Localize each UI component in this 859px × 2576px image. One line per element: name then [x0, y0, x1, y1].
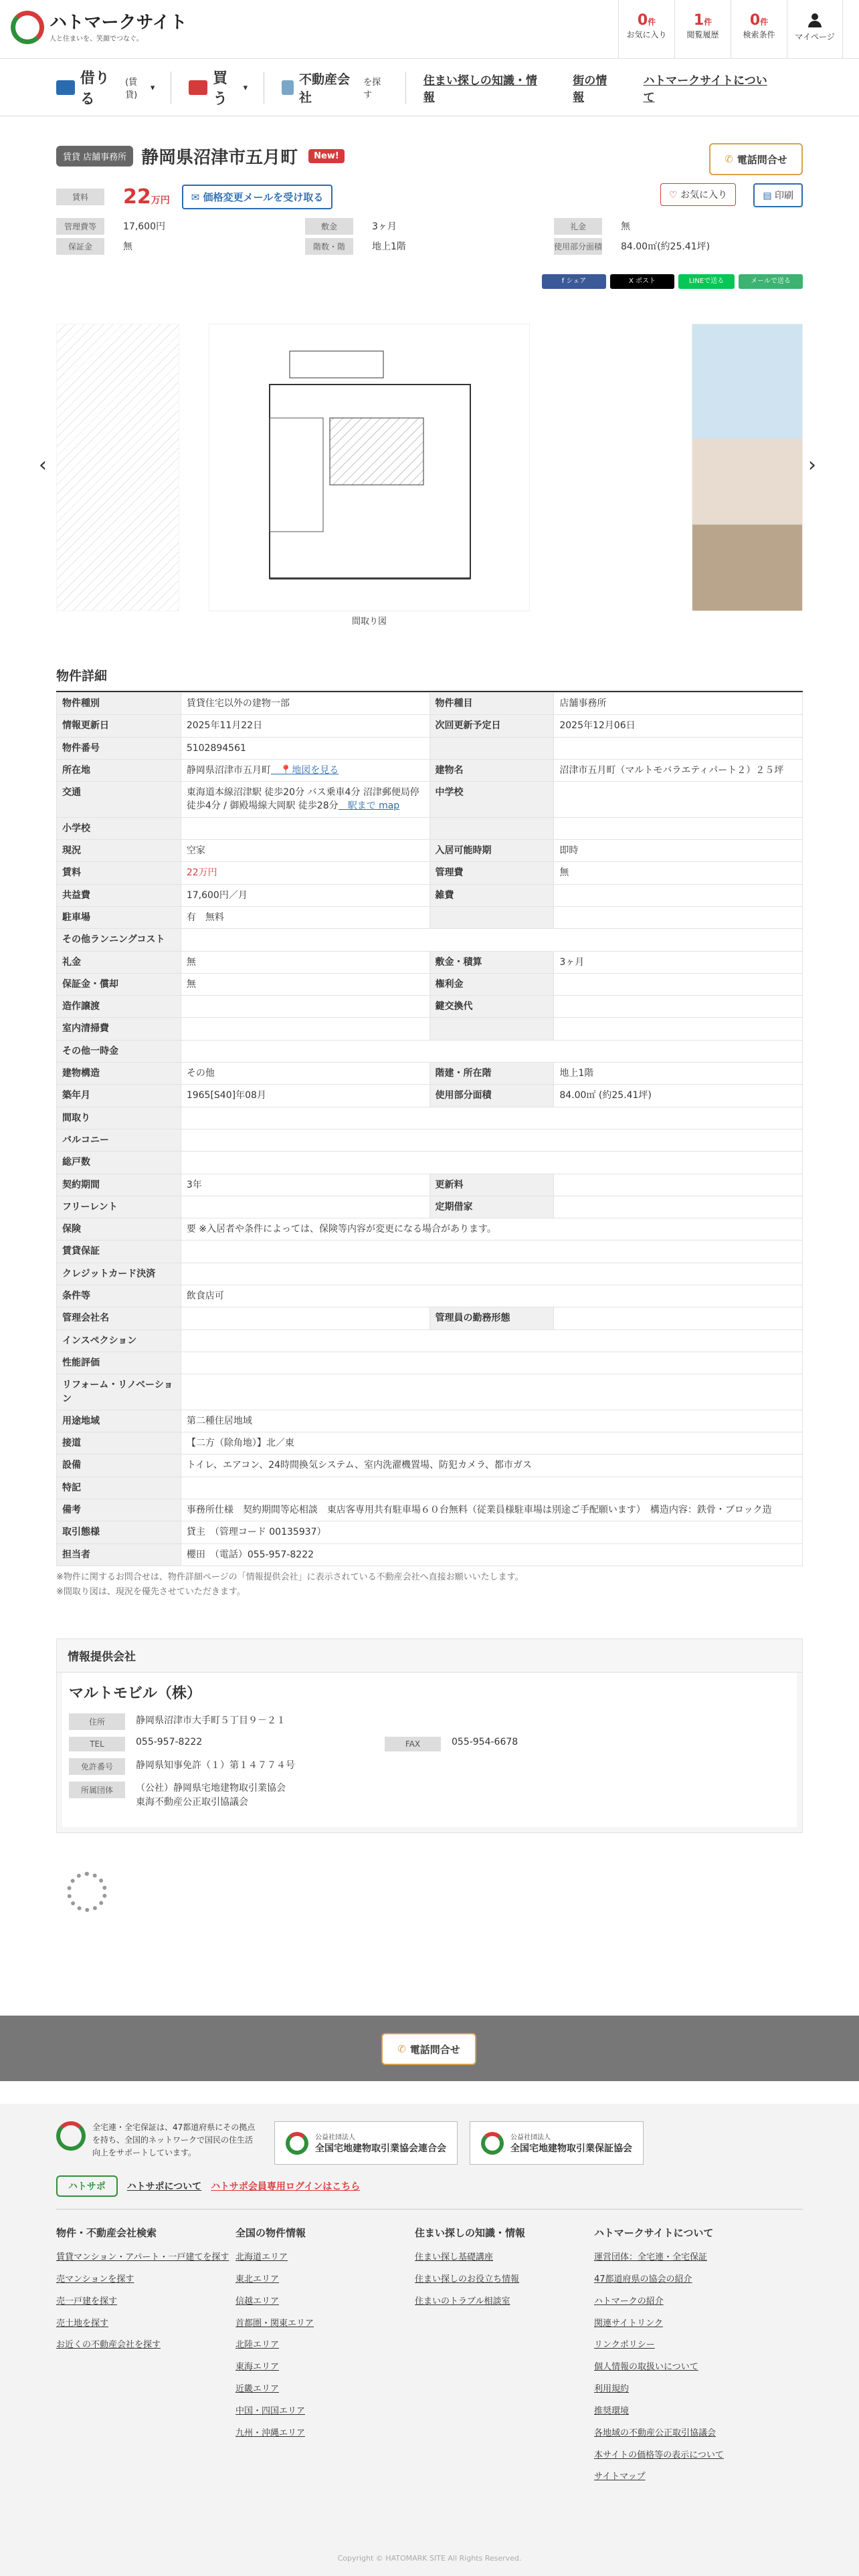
gallery-caption: 間取り図: [351, 617, 387, 627]
org2-banner[interactable]: 公益社団法人 全国宅地建物取引業保証協会: [470, 2121, 644, 2165]
details-value: 要 ※入居者や条件によっては、保険等内容が変更になる場合があります。: [181, 1218, 802, 1241]
gallery-prev-arrow[interactable]: ‹: [39, 453, 47, 477]
details-value: [181, 1196, 430, 1218]
details-value: [554, 1018, 803, 1040]
details-row: [57, 1352, 803, 1374]
new-badge: New!: [308, 149, 345, 163]
details-label: 現況: [57, 840, 181, 862]
details-row: [57, 1432, 803, 1455]
details-label: [430, 906, 554, 928]
nav-buy[interactable]: 買う ▾: [189, 72, 264, 104]
details-value: [554, 737, 803, 759]
details-label: 担当者: [57, 1543, 181, 1566]
details-value: 飲食店可: [181, 1285, 802, 1307]
details-value: [181, 1107, 802, 1129]
gallery-next-slide[interactable]: [692, 324, 803, 611]
hatosapo-logo: ハトサポ: [56, 2175, 118, 2197]
details-value: トイレ、エアコン、24時間換気システム、室内洗濯機置場、防犯カメラ、都市ガス: [181, 1455, 802, 1477]
details-label: 備考: [57, 1499, 181, 1521]
details-value: [554, 782, 803, 818]
details-row: [57, 1374, 803, 1410]
hatosapo-login-link[interactable]: ハトサポ会員専用ログインはこちら: [211, 2181, 361, 2192]
details-label: 使用部分面積: [430, 1085, 554, 1107]
print-button[interactable]: ▤ 印刷: [753, 183, 803, 207]
details-label: 物件種別: [57, 693, 181, 715]
details-value: [181, 929, 802, 951]
details-row: [57, 1196, 803, 1218]
footer-link[interactable]: 売土地を探す: [56, 2318, 109, 2329]
phone-icon: ✆: [725, 153, 733, 165]
footer-link[interactable]: 賃貸マンション・アパート・一戸建てを探す: [56, 2252, 229, 2262]
details-value: 無: [181, 951, 430, 973]
details-row: [57, 715, 803, 737]
details-value: [181, 996, 430, 1018]
details-value: 第二種住居地域: [181, 1410, 802, 1432]
details-row: [57, 929, 803, 951]
site-header: [0, 0, 859, 59]
details-value: 1965[S40]年08月: [181, 1085, 430, 1107]
details-row: [57, 840, 803, 862]
details-row: [57, 996, 803, 1018]
details-label: 定期借家: [430, 1196, 554, 1218]
mail-icon: ✉: [191, 191, 203, 203]
details-label: 間取り: [57, 1107, 181, 1129]
details-value: [181, 1241, 802, 1263]
footer-link[interactable]: 中国・四国エリア: [235, 2405, 306, 2416]
details-value: [181, 1040, 802, 1062]
details-label: 所在地: [57, 759, 181, 781]
phone-inquiry-button[interactable]: ✆ 電話問合せ: [709, 143, 803, 175]
details-value: 賃貸住宅以外の建物一部: [181, 693, 430, 715]
details-label: 性能評価: [57, 1352, 181, 1374]
footer-columns: [56, 2226, 803, 2493]
company-license: 静岡県知事免許（１）第１４７７４号: [136, 1760, 295, 1772]
footer-column: [56, 2226, 235, 2493]
details-row: [57, 1307, 803, 1329]
details-label: 賃貸保証: [57, 1241, 181, 1263]
details-label: 契約期間: [57, 1174, 181, 1196]
footer-link[interactable]: 住まい探し基礎講座: [415, 2252, 494, 2262]
details-row: [57, 973, 803, 995]
details-value: 無: [554, 862, 803, 884]
details-row: [57, 1477, 803, 1499]
details-row: [57, 1218, 803, 1241]
details-label: 建物名: [430, 759, 554, 781]
footer-column: [235, 2226, 415, 2493]
footer-link[interactable]: 売一戸建を探す: [56, 2296, 118, 2306]
details-value: [181, 1477, 802, 1499]
footer-link[interactable]: 個人情報の取扱いについて: [594, 2362, 698, 2373]
printer-icon: ▤: [763, 191, 775, 201]
hatomark-logo-icon: [11, 11, 44, 44]
site-logo[interactable]: [11, 11, 187, 44]
details-row: [57, 1152, 803, 1174]
details-value: 沼津市五月町（マルトモバラエティパート２）２５坪: [554, 759, 803, 781]
details-value: 2025年12月06日: [554, 715, 803, 737]
footer-column-title: ハトマークサイトについて: [594, 2227, 714, 2239]
details-label: 管理会社名: [57, 1307, 181, 1329]
home-icon: [56, 80, 75, 95]
phone-icon: ✆: [397, 2043, 406, 2055]
company-box: 情報提供会社 マルトモビル（株） 住所 静岡県沼津市大手町５丁目９－２１ TEL 055-957-8222 FAX 055-954-6678 免許番号 静岡県知事免許（１）第１４７７４号 所属団体 （公社）静岡県宅地建物取引業協会 東海不動産公正取引協議会: [56, 1638, 803, 1833]
footer-about: 全宅連・全宅保証は、47都道府県にその拠点を持ち、全国的ネットワークで国民の住生活向上をサポートしています。: [92, 2123, 256, 2158]
details-value: [181, 1352, 802, 1374]
details-value: [181, 1152, 802, 1174]
history-link[interactable]: 1件 閲覧履歴: [674, 0, 731, 59]
footer-link[interactable]: 47都道府県の協会の紹介: [594, 2274, 692, 2284]
details-row: [57, 1063, 803, 1085]
inquiry-note: ※物件に関するお問合せは、物件詳細ページの「情報提供会社」に表示されている不動産会社へ直接お願いいたします。 ※間取り図は、現況を優先させていただきます。: [56, 1572, 524, 1597]
company-address: 静岡県沼津市大手町５丁目９－２１: [136, 1715, 286, 1727]
line-share-button[interactable]: LINEで送る: [678, 274, 735, 289]
footer-link[interactable]: 本サイトの価格等の表示について: [594, 2450, 724, 2460]
office-icon: [282, 80, 294, 95]
copyright: Copyright © HATOMARK SITE All Rights Reserved.: [337, 2554, 522, 2563]
details-row: [57, 906, 803, 928]
details-value: [554, 1307, 803, 1329]
details-label: 情報更新日: [57, 715, 181, 737]
details-row: [57, 1455, 803, 1477]
details-value: 【二方（除角地）】北／東: [181, 1432, 802, 1455]
details-row: [57, 1085, 803, 1107]
details-value: 有 無料: [181, 906, 430, 928]
footer-link[interactable]: 住まいのトラブル相談室: [415, 2296, 510, 2306]
site-name: ハトマークサイト: [50, 12, 187, 33]
details-value: 店舗事務所: [554, 693, 803, 715]
company-associations: （公社）静岡県宅地建物取引業協会 東海不動産公正取引協議会: [136, 1783, 286, 1808]
footer-link[interactable]: 北陸エリア: [235, 2340, 280, 2351]
details-label: 接道: [57, 1432, 181, 1455]
gallery-prev-slide[interactable]: [56, 324, 179, 611]
details-value: 貸主 （管理コード 00135937）: [181, 1521, 802, 1543]
footer-link[interactable]: お近くの不動産会社を探す: [56, 2340, 161, 2351]
details-row: [57, 693, 803, 715]
details-row: [57, 862, 803, 884]
details-label: 管理費: [430, 862, 554, 884]
details-label: 小学校: [57, 817, 181, 839]
hatosapo-about-link[interactable]: ハトサポについて: [126, 2181, 202, 2192]
details-label: 駐車場: [57, 906, 181, 928]
details-row: [57, 1174, 803, 1196]
mail-share-button[interactable]: メールで送る: [739, 274, 803, 289]
details-value: 84.00㎡ (約25.41坪): [554, 1085, 803, 1107]
details-label: その他一時金: [57, 1040, 181, 1062]
details-label: 建物構造: [57, 1063, 181, 1085]
details-row: [57, 1018, 803, 1040]
details-value: [554, 817, 803, 839]
details-section: [56, 666, 803, 1912]
details-label: 雑費: [430, 884, 554, 906]
details-label: 権利金: [430, 973, 554, 995]
details-value: [181, 1374, 802, 1410]
org1-banner[interactable]: 公益社団法人 全国宅地建物取引業協会連合会: [274, 2121, 458, 2165]
nav-knowledge[interactable]: 住まい探しの知識・情報: [423, 74, 537, 104]
details-value: 櫻田 （電話）055-957-8222: [181, 1543, 802, 1566]
details-row: [57, 1040, 803, 1062]
map-link[interactable]: 📍地図を見る: [270, 764, 339, 776]
details-value: 事務所仕様 契約期間等応相談 東店客専用共有駐車場６０台無料（従業員様駐車場は別途ご手配願います） 構造内容：鉄骨・ブロック造: [181, 1499, 802, 1521]
building-icon: [189, 80, 207, 95]
details-label: クレジットカード決済: [57, 1263, 181, 1285]
details-label: その他ランニングコスト: [57, 929, 181, 951]
details-value: [554, 973, 803, 995]
details-value: 即時: [554, 840, 803, 862]
footer-link[interactable]: 九州・沖縄エリア: [235, 2428, 306, 2438]
details-label: 交通: [57, 782, 181, 818]
bottom-phone-inquiry-button[interactable]: ✆ 電話問合せ: [381, 2033, 476, 2065]
details-label: 築年月: [57, 1085, 181, 1107]
details-value: [181, 1018, 430, 1040]
favorite-button[interactable]: ♡ お気に入り: [660, 183, 736, 206]
details-row: [57, 1285, 803, 1307]
company-section-title: 情報提供会社: [57, 1639, 802, 1673]
details-label: 更新料: [430, 1174, 554, 1196]
details-row: [57, 1329, 803, 1352]
company-name: マルトモビル（株）: [69, 1685, 202, 1703]
footer-column-title: 全国の物件情報: [235, 2227, 306, 2239]
details-row: [57, 737, 803, 759]
property-header: [56, 139, 803, 353]
rent-price: 22万円: [123, 185, 170, 209]
user-icon: [808, 13, 822, 28]
footer-link[interactable]: 推奨環境: [594, 2405, 630, 2416]
details-row: [57, 817, 803, 839]
org-logo-icon: [286, 2132, 308, 2155]
details-row: [57, 1241, 803, 1263]
nav-about[interactable]: ハトマークサイトについて: [643, 74, 767, 104]
footer-link[interactable]: 北海道エリア: [235, 2252, 288, 2262]
price-alert-button[interactable]: ✉ 価格変更メールを受け取る: [182, 185, 333, 209]
photo-gallery: [0, 324, 859, 627]
footer-link[interactable]: リンクポリシー: [594, 2340, 655, 2351]
mypage-link[interactable]: マイページ: [787, 0, 843, 59]
footer-logo-icon: [56, 2121, 86, 2151]
details-value: 22万円: [181, 862, 430, 884]
details-value: 無: [181, 973, 430, 995]
details-row: [57, 1263, 803, 1285]
global-nav: [0, 59, 859, 116]
details-row: [57, 759, 803, 781]
details-label: 次回更新予定日: [430, 715, 554, 737]
details-label: 用途地域: [57, 1410, 181, 1432]
loading-spinner-icon: [67, 1872, 107, 1912]
details-row: [57, 1543, 803, 1566]
details-value: [554, 1174, 803, 1196]
details-label: 階建・所在階: [430, 1063, 554, 1085]
details-value: 3ヶ月: [554, 951, 803, 973]
footer-link[interactable]: サイトマップ: [594, 2472, 646, 2482]
nav-town[interactable]: 街の情報: [573, 74, 607, 104]
details-value: [554, 996, 803, 1018]
details-label: 条件等: [57, 1285, 181, 1307]
details-label: 設備: [57, 1455, 181, 1477]
details-label: 共益費: [57, 884, 181, 906]
nav-agents[interactable]: 不動産会社 を探す: [282, 72, 406, 104]
company-fax: 055-954-6678: [452, 1737, 518, 1748]
details-value: 静岡県沼津市五月町 📍地図を見る: [181, 759, 430, 781]
details-label: インスペクション: [57, 1329, 181, 1352]
details-label: [430, 817, 554, 839]
details-label: 総戸数: [57, 1152, 181, 1174]
gallery-current-slide[interactable]: [209, 324, 530, 627]
details-value: 17,600円／月: [181, 884, 430, 906]
details-label: 敷金・積算: [430, 951, 554, 973]
header-nav: [618, 0, 843, 59]
x-post-button[interactable]: X ポスト: [610, 274, 674, 289]
footer-column-title: 住まい探しの知識・情報: [415, 2227, 526, 2239]
footer-link[interactable]: ハトマークの紹介: [594, 2296, 664, 2306]
details-row: [57, 1107, 803, 1129]
footer-link[interactable]: 運営団体：全宅連・全宅保証: [594, 2252, 708, 2262]
favorites-link[interactable]: 0件 お気に入り: [618, 0, 674, 59]
details-label: 保証金・償却: [57, 973, 181, 995]
details-label: 物件番号: [57, 737, 181, 759]
footer-link[interactable]: 近畿エリア: [235, 2384, 280, 2395]
details-value: [181, 1129, 802, 1151]
rent-label: 賃料: [56, 189, 104, 205]
footer-column: [415, 2226, 594, 2493]
details-row: [57, 1521, 803, 1543]
details-value: その他: [181, 1063, 430, 1085]
details-value: 空家: [181, 840, 430, 862]
station-map-link[interactable]: 駅まで map: [338, 800, 400, 812]
footer-column: [594, 2226, 773, 2493]
details-value: [554, 884, 803, 906]
details-label: [430, 737, 554, 759]
details-label: 礼金: [57, 951, 181, 973]
footer-link[interactable]: 利用規約: [594, 2384, 630, 2395]
org-logo-icon: [481, 2132, 504, 2155]
details-label: 物件種目: [430, 693, 554, 715]
details-row: [57, 1499, 803, 1521]
details-label: 管理員の勤務形態: [430, 1307, 554, 1329]
details-row: [57, 782, 803, 818]
share-buttons: [542, 274, 803, 289]
details-label: フリーレント: [57, 1196, 181, 1218]
footer-link[interactable]: 東海エリア: [235, 2362, 280, 2373]
details-label: 造作譲渡: [57, 996, 181, 1018]
heart-icon: ♡: [668, 190, 680, 201]
details-row: [57, 951, 803, 973]
footer-link[interactable]: 東北エリア: [235, 2274, 280, 2284]
details-label: バルコニー: [57, 1129, 181, 1151]
gallery-next-arrow[interactable]: ›: [808, 453, 816, 477]
site-footer: [0, 2104, 859, 2576]
details-label: 特記: [57, 1477, 181, 1499]
saved-search-link[interactable]: 0件 検索条件: [731, 0, 787, 59]
details-label: 室内清掃費: [57, 1018, 181, 1040]
facebook-share-button[interactable]: f シェア: [542, 274, 606, 289]
details-label: 中学校: [430, 782, 554, 818]
details-value: [181, 1307, 430, 1329]
details-value: 3年: [181, 1174, 430, 1196]
nav-rent[interactable]: 借りる (賃貸) ▾: [56, 72, 171, 104]
details-table: [56, 692, 803, 1566]
details-value: [181, 1329, 802, 1352]
details-label: 保険: [57, 1218, 181, 1241]
footer-link[interactable]: 各地域の不動産公正取引協議会: [594, 2428, 717, 2438]
details-label: 取引態様: [57, 1521, 181, 1543]
floor-plan-image: [209, 324, 529, 611]
details-label: 入居可能時期: [430, 840, 554, 862]
cta-band: [0, 2016, 859, 2081]
details-value: 東海道本線沼津駅 徒歩20分 バス乗車4分 沼津郵便局停 徒歩4分 / 御殿場線大岡駅 徒歩28分 駅まで map: [181, 782, 430, 818]
details-value: 地上1階: [554, 1063, 803, 1085]
details-row: [57, 1410, 803, 1432]
details-value: 5102894561: [181, 737, 430, 759]
company-tel: 055-957-8222: [136, 1737, 203, 1748]
details-value: [181, 1263, 802, 1285]
details-title: 物件詳細: [56, 666, 803, 692]
footer-link[interactable]: 信越エリア: [235, 2296, 280, 2306]
category-badge: 賃貸 店舗事務所: [56, 146, 133, 167]
details-row: [57, 1129, 803, 1151]
summary-grid: 管理費等 17,600円 敷金 3ヶ月 礼金 無 保証金 無 階数・階 地上1階 使用部分面積 84.00㎡(約25.41坪): [56, 216, 803, 256]
details-row: [57, 884, 803, 906]
details-label: [430, 1018, 554, 1040]
footer-link[interactable]: 関連サイトリンク: [594, 2318, 663, 2329]
details-label: 賃料: [57, 862, 181, 884]
details-value: [181, 817, 430, 839]
details-value: [554, 906, 803, 928]
footer-column-title: 物件・不動産会社検索: [56, 2227, 157, 2239]
site-tagline: 人と住まいを、笑顔でつなぐ。: [50, 35, 143, 43]
details-value: 2025年11月22日: [181, 715, 430, 737]
details-label: 鍵交換代: [430, 996, 554, 1018]
details-label: リフォーム・リノベーション: [57, 1374, 181, 1410]
page-title: 静岡県沼津市五月町: [141, 147, 298, 168]
footer-link[interactable]: 売マンションを探す: [56, 2274, 134, 2284]
details-value: [554, 1196, 803, 1218]
footer-link[interactable]: 住まい探しのお役立ち情報: [415, 2274, 520, 2284]
footer-link[interactable]: 首都圏・関東エリア: [235, 2318, 314, 2329]
